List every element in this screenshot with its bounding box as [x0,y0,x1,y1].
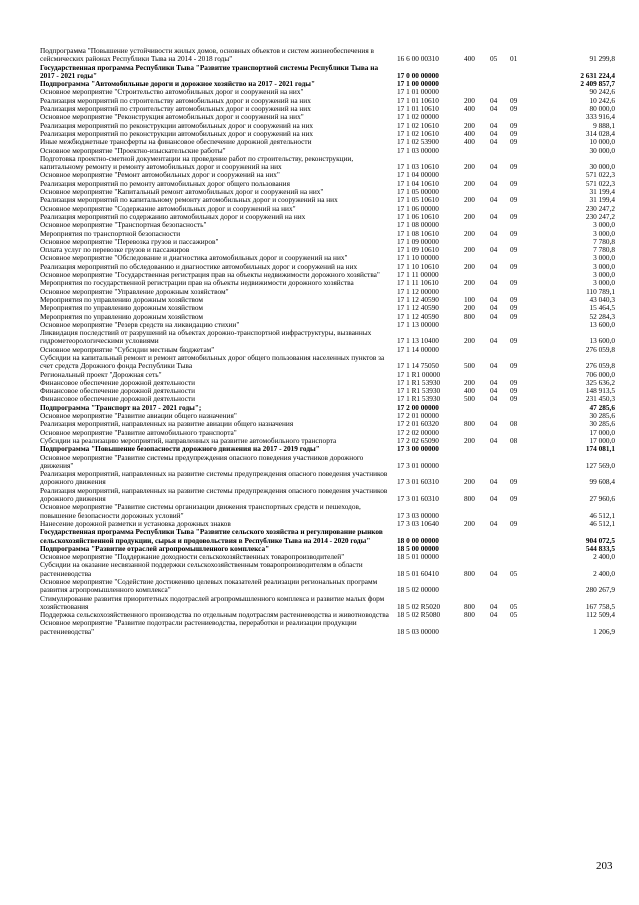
row-section: 04 [490,419,498,429]
row-name: Реализация мероприятий по строительству автомобильных дорог и сооружений на них [40,95,311,105]
row-target-article: 17 1 08 00000 [397,220,439,230]
row-expense-type: 800 [464,419,475,429]
row-name: Основное мероприятие "Перевозка грузов и пассажиров" [40,236,219,246]
row-expense-type: 200 [464,336,475,346]
row-section: 04 [490,394,498,404]
budget-table [40,47,615,636]
row-amount: 9 888,1 [593,120,615,130]
row-amount: 3 000,0 [593,261,615,271]
row-target-article: 18 5 01 60410 [397,568,439,578]
row-subsection: 09 [510,261,518,271]
row-section: 04 [490,162,498,172]
row-amount: 46 512,1 [589,518,615,528]
row-target-article: 17 1 13 00000 [397,319,439,329]
row-subsection: 09 [510,95,518,105]
row-section: 04 [490,568,498,578]
row-target-article: 17 1 08 10610 [397,228,439,238]
row-target-article: 18 5 02 R5020 [397,601,441,611]
row-amount: 2 400,0 [593,552,615,562]
row-amount: 99 608,4 [589,477,615,487]
row-target-article: 17 1 04 10610 [397,178,439,188]
row-target-article: 17 1 R1 53930 [397,377,441,387]
row-subsection: 09 [510,394,518,404]
table-row [40,329,615,346]
row-subsection: 09 [510,195,518,205]
row-section: 04 [490,294,498,304]
table-row [40,155,615,172]
row-target-article: 17 1 11 00000 [397,270,439,280]
row-name: Реализация мероприятий по реконструкции автомобильных дорог и сооружений на них [40,120,314,130]
row-expense-type: 200 [464,195,475,205]
row-subsection: 09 [510,104,518,114]
row-section: 04 [490,245,498,255]
row-amount: 7 780,8 [593,245,615,255]
row-target-article: 17 1 03 10610 [397,162,439,172]
row-target-article: 17 1 05 10610 [397,195,439,205]
row-subsection: 05 [510,568,518,578]
row-name: Мероприятия по управлению дорожным хозяйством [40,311,204,321]
row-amount: 280 267,9 [585,585,615,595]
row-section: 04 [490,303,498,313]
row-amount: 52 284,3 [589,311,615,321]
row-amount: 7 780,8 [593,236,615,246]
row-name: Реализация мероприятий по капитальному ремонту автомобильных дорог и сооружений на них [40,195,338,205]
row-subsection: 05 [510,601,518,611]
row-section: 04 [490,601,498,611]
row-name: Подготовка проектно-сметной документации на проведение работ по строительству, реконструкции, капитальному ремонту и ремонту автомобильных дорог и сооружений на них [40,153,354,172]
row-expense-type: 500 [464,394,475,404]
row-amount: 174 081,1 [585,444,615,454]
row-amount: 30 285,6 [589,411,615,421]
row-amount: 91 299,8 [589,54,615,64]
row-section: 04 [490,361,498,371]
row-amount: 314 028,4 [585,128,615,138]
row-amount: 3 000,0 [593,253,615,263]
row-target-article: 17 1 12 40590 [397,311,439,321]
row-name: Подпрограмма "Развитие отраслей агропромышленного комплекса" [40,543,270,553]
row-subsection: 09 [510,294,518,304]
row-subsection: 09 [510,178,518,188]
row-subsection: 09 [510,477,518,487]
row-amount: 90 242,6 [589,87,615,97]
row-section: 04 [490,137,498,147]
row-amount: 148 913,5 [585,386,615,396]
row-name: Реализация мероприятий, направленных на развитие авиации общего назначения [40,419,294,429]
row-amount: 80 000,0 [589,104,615,114]
row-section: 04 [490,104,498,114]
row-target-article: 17 1 06 00000 [397,203,439,213]
row-name: Основное мероприятие "Развитие авиации общего назначения" [40,411,237,421]
row-name: Финансовое обеспечение дорожной деятельности [40,377,196,387]
row-name: Основное мероприятие "Строительство автомобильных дорог и сооружений на них" [40,87,304,97]
row-target-article: 18 0 00 00000 [397,535,439,545]
row-target-article: 18 5 03 00000 [397,626,439,636]
row-name: Реализация мероприятий по обследованию и диагностике автомобильных дорог и сооружений на них [40,261,358,271]
row-amount: 13 600,0 [589,336,615,346]
row-expense-type: 200 [464,518,475,528]
row-section: 04 [490,336,498,346]
row-name: Основное мероприятие "Субсидии местным бюджетам" [40,344,215,354]
row-target-article: 18 5 01 00000 [397,552,439,562]
row-target-article: 17 1 02 00000 [397,112,439,122]
row-amount: 1 206,9 [593,626,615,636]
row-name: Мероприятия по управлению дорожным хозяйством [40,303,204,313]
row-subsection: 01 [510,54,518,64]
row-name: Поддержка сельскохозяйственного производства по отдельным подотраслям растениеводства и животноводства [40,610,389,620]
row-amount: 3 000,0 [593,220,615,230]
row-name: Подпрограмма "Автомобильные дороги и дорожное хозяйство на 2017 - 2021 годы" [40,79,316,89]
row-expense-type: 200 [464,477,475,487]
row-subsection: 08 [510,419,518,429]
table-row [40,354,615,371]
row-section: 04 [490,95,498,105]
row-amount: 571 022,3 [585,170,615,180]
row-target-article: 17 1 12 40590 [397,294,439,304]
row-subsection: 05 [510,610,518,620]
row-subsection: 08 [510,435,518,445]
row-amount: 3 000,0 [593,278,615,288]
row-amount: 110 789,1 [586,286,615,296]
row-section: 04 [490,128,498,138]
row-section: 04 [490,120,498,130]
row-subsection: 09 [510,303,518,313]
row-name: Нанесение дорожной разметки и установка дорожных знаков [40,518,231,528]
row-target-article: 17 1 09 00000 [397,236,439,246]
row-subsection: 09 [510,228,518,238]
row-target-article: 16 6 00 00310 [397,54,439,64]
row-target-article: 17 3 03 10640 [397,518,439,528]
row-section: 04 [490,278,498,288]
row-expense-type: 200 [464,245,475,255]
row-name: Основное мероприятие "Поддержание доходности сельскохозяйственных товаропроизводителей" [40,552,345,562]
row-expense-type: 200 [464,95,475,105]
row-target-article: 17 1 02 10610 [397,128,439,138]
row-amount: 13 600,0 [589,319,615,329]
row-subsection: 09 [510,137,518,147]
row-amount: 31 199,4 [589,195,615,205]
row-amount: 10 000,0 [589,137,615,147]
table-row [40,528,615,545]
row-name: Финансовое обеспечение дорожной деятельности [40,394,196,404]
row-name: Основное мероприятие "Резерв средств на ликвидацию стихии" [40,319,240,329]
row-target-article: 18 5 00 00000 [397,543,439,553]
row-name: Основное мероприятие "Развитие системы организации движения транспортных средств и пешеходов, повышение безопасности дорожных условий" [40,502,361,520]
row-target-article: 17 1 02 10610 [397,120,439,130]
row-amount: 31 199,4 [589,187,615,197]
row-target-article: 17 2 02 65090 [397,435,439,445]
row-expense-type: 200 [464,178,475,188]
row-expense-type: 200 [464,120,475,130]
row-subsection: 09 [510,245,518,255]
row-target-article: 17 1 R1 53930 [397,394,441,404]
row-name: Ликвидация последствий от разрушений на объектах дорожно-транспортной инфраструктуры, вызванных гидрометеорологическими условиями [40,328,372,346]
row-expense-type: 400 [464,104,475,114]
row-expense-type: 400 [464,137,475,147]
row-amount: 2 631 224,4 [580,70,615,80]
row-name: Мероприятия по государственной регистрации прав на объекты недвижимости дорожного хозяйства [40,278,354,288]
row-expense-type: 200 [464,261,475,271]
row-name: Основное мероприятие "Содержание автомобильных дорог и сооружений на них" [40,203,296,213]
row-amount: 27 960,6 [589,494,615,504]
row-target-article: 17 1 10 00000 [397,253,439,263]
row-amount: 17 000,0 [589,435,615,445]
row-name: Основное мероприятие "Содействие достижению целевых показателей реализации региональных программ развития агропромышленного комплекса" [40,577,378,595]
row-name: Основное мероприятие "Капитальный ремонт автомобильных дорог и сооружений на них" [40,187,324,197]
row-target-article: 17 1 R1 53930 [397,386,441,396]
row-expense-type: 800 [464,601,475,611]
row-name: Подпрограмма "Транспорт на 2017 - 2021 годы"; [40,402,202,412]
row-target-article: 17 1 04 00000 [397,170,439,180]
row-section: 04 [490,477,498,487]
row-amount: 230 247,2 [585,211,615,221]
row-expense-type: 200 [464,162,475,172]
row-name: Реализация мероприятий по содержанию автомобильных дорог и сооружений на них [40,211,306,221]
row-amount: 544 833,5 [585,543,615,553]
row-amount: 2 409 857,7 [580,79,615,89]
row-amount: 15 464,5 [589,303,615,313]
row-expense-type: 800 [464,494,475,504]
row-target-article: 17 1 05 00000 [397,187,439,197]
row-section: 04 [490,195,498,205]
row-amount: 231 450,3 [585,394,615,404]
row-name: Финансовое обеспечение дорожной деятельности [40,386,196,396]
row-target-article: 17 1 13 10400 [397,336,439,346]
row-expense-type: 100 [464,294,475,304]
row-subsection: 09 [510,494,518,504]
row-expense-type: 800 [464,311,475,321]
table-row [40,470,615,487]
row-expense-type: 200 [464,435,475,445]
row-name: Субсидии на реализацию мероприятий, направленных на развитие автомобильного транспорта [40,435,337,445]
row-target-article: 17 1 10 10610 [397,261,439,271]
row-expense-type: 400 [464,54,475,64]
row-expense-type: 800 [464,610,475,620]
row-target-article: 17 1 09 10610 [397,245,439,255]
table-row [40,454,615,471]
table-row [40,578,615,595]
row-name: Субсидии на капитальный ремонт и ремонт автомобильных дорог общего пользования населенных пунктов за счет средств Дорожного фонда Республики Тыва [40,352,385,371]
row-subsection: 09 [510,120,518,130]
row-amount: 30 000,0 [589,162,615,172]
row-expense-type: 200 [464,228,475,238]
row-amount: 43 040,3 [589,294,615,304]
row-target-article: 17 1 00 00000 [397,79,439,89]
row-amount: 17 000,0 [589,427,615,437]
row-name: Реализация мероприятий, направленных на развитие системы предупреждения опасного поведения участников дорожного движения [40,469,388,487]
row-target-article: 17 1 01 00000 [397,87,439,97]
row-target-article: 17 2 01 60320 [397,419,439,429]
row-amount: 333 916,4 [585,112,615,122]
row-amount: 2 400,0 [593,568,615,578]
row-section: 04 [490,518,498,528]
row-subsection: 09 [510,311,518,321]
row-target-article: 17 1 01 10610 [397,104,439,114]
row-target-article: 17 1 02 53900 [397,137,439,147]
row-subsection: 09 [510,361,518,371]
row-target-article: 17 3 01 60310 [397,494,439,504]
row-amount: 230 247,2 [585,203,615,213]
row-name: Государственная программа Республики Тыва "Развитие сельского хозяйства и регулирование рынков сельскохозяйственной продукции, сырья и продовольствия в Республике Тыва на 2014 - 2020 годы" [40,527,383,545]
table-row [40,64,615,81]
row-section: 05 [490,54,498,64]
row-name: Реализация мероприятий, направленных на развитие системы предупреждения опасного поведения участников дорожного движения [40,485,388,504]
row-name: Основное мероприятие "Транспортная безопасность" [40,220,207,230]
row-amount: 706 000,0 [585,369,615,379]
row-name: Субсидии на оказание несвязанной поддержки сельскохозяйственным товаропроизводителям в области растениеводства [40,560,363,578]
row-target-article: 17 2 01 00000 [397,411,439,421]
row-subsection: 09 [510,377,518,387]
row-name: Региональный проект "Дорожная сеть" [40,369,162,379]
row-section: 04 [490,386,498,396]
table-row [40,47,615,64]
row-section: 04 [490,178,498,188]
row-section: 04 [490,228,498,238]
row-target-article: 17 2 00 00000 [397,402,439,412]
row-expense-type: 200 [464,211,475,221]
row-name: Основное мероприятие "Развитие системы предупреждения опасного поведения участников дорожного движения" [40,452,364,470]
row-target-article: 17 1 01 10610 [397,95,439,105]
row-subsection: 09 [510,518,518,528]
row-name: Основное мероприятие "Обследование и диагностика автомобильных дорог и сооружений на них" [40,253,348,263]
row-target-article: 17 1 12 00000 [397,286,439,296]
row-section: 04 [490,377,498,387]
row-amount: 904 072,5 [585,535,615,545]
row-subsection: 09 [510,211,518,221]
row-section: 04 [490,311,498,321]
row-name: Реализация мероприятий по реконструкции автомобильных дорог и сооружений на них [40,128,314,138]
row-amount: 3 000,0 [593,228,615,238]
row-expense-type: 400 [464,128,475,138]
row-name: Основное мероприятие "Развитие подотрасли растениеводства, переработки и реализации продукции растениеводства" [40,618,357,636]
row-target-article: 17 2 02 00000 [397,427,439,437]
row-expense-type: 800 [464,568,475,578]
row-target-article: 17 1 12 40590 [397,303,439,313]
row-name: Основное мероприятие "Реконструкция автомобильных дорог и сооружений на них" [40,112,304,122]
row-expense-type: 200 [464,377,475,387]
table-row [40,487,615,504]
row-name: Стимулирование развития приоритетных подотраслей агропромышленного комплекса и развитие малых форм хозяйствования [40,593,385,611]
row-name: Основное мероприятие "Управление дорожным хозяйством" [40,286,229,296]
row-target-article: 17 3 00 00000 [397,444,439,454]
row-amount: 325 636,2 [585,377,615,387]
row-amount: 46 512,1 [589,510,615,520]
table-row [40,503,615,520]
row-name: Основное мероприятие "Ремонт автомобильных дорог и сооружений на них" [40,170,280,180]
row-section: 04 [490,435,498,445]
row-name: Реализация мероприятий по ремонту автомобильных дорог общего пользования [40,178,290,188]
row-subsection: 09 [510,336,518,346]
row-section: 04 [490,261,498,271]
row-amount: 30 285,6 [589,419,615,429]
row-target-article: 17 1 14 75050 [397,361,439,371]
row-name: Подпрограмма "Повышение устойчивости жилых домов, основных объектов и систем жизнеобеспечения в сейсмических районах Республики Тыва на 2014 - 2018 годы" [40,46,374,64]
row-expense-type: 200 [464,303,475,313]
row-expense-type: 500 [464,361,475,371]
row-amount: 276 059,8 [585,344,615,354]
row-target-article: 17 1 11 10610 [397,278,439,288]
row-amount: 127 569,0 [585,460,615,470]
row-name: Мероприятия по управлению дорожным хозяйством [40,294,204,304]
row-subsection: 09 [510,162,518,172]
row-name: Основное мероприятие "Государственная регистрация прав на объекты недвижимости дорожного хозяйства" [40,270,380,280]
row-amount: 3 000,0 [593,270,615,280]
row-section: 04 [490,610,498,620]
row-name: Иные межбюджетные трансферты на финансовое обеспечение дорожной деятельности [40,137,312,147]
row-name: Государственная программа Республики Тыва "Развитие транспортной системы Республики Тыва на 2017 - 2021 годы" [40,62,379,80]
row-name: Основное мероприятие "Развитие автомобильного транспорта" [40,427,237,437]
row-name: Основное мероприятие "Проектно-изыскательские работы" [40,145,226,155]
row-subsection: 09 [510,386,518,396]
row-amount: 112 509,4 [586,610,615,620]
row-target-article: 18 5 02 00000 [397,585,439,595]
row-target-article: 17 3 01 00000 [397,460,439,470]
row-name: Оплата услуг по перевозке грузов и пассажиров [40,245,190,255]
row-target-article: 18 5 02 R5080 [397,610,441,620]
page-number: 203 [596,860,613,872]
row-expense-type: 200 [464,278,475,288]
table-row [40,561,615,578]
row-target-article: 17 3 01 60310 [397,477,439,487]
row-target-article: 17 1 03 00000 [397,145,439,155]
table-row [40,619,615,636]
row-subsection: 09 [510,128,518,138]
row-target-article: 17 3 03 00000 [397,510,439,520]
row-name: Мероприятия по транспортной безопасности [40,228,181,238]
row-target-article: 17 1 14 00000 [397,344,439,354]
row-amount: 30 000,0 [589,145,615,155]
row-target-article: 17 1 R1 00000 [397,369,441,379]
table-row [40,595,615,612]
row-section: 04 [490,211,498,221]
row-name: Подпрограмма "Повышение безопасности дорожного движения на 2017 - 2019 годы" [40,444,320,454]
row-amount: 10 242,6 [589,95,615,105]
row-amount: 47 285,6 [589,402,615,412]
row-amount: 571 022,3 [585,178,615,188]
row-subsection: 09 [510,278,518,288]
row-expense-type: 400 [464,386,475,396]
row-target-article: 17 1 06 10610 [397,211,439,221]
row-amount: 167 758,5 [585,601,615,611]
row-section: 04 [490,494,498,504]
row-amount: 276 059,8 [585,361,615,371]
row-name: Реализация мероприятий по строительству автомобильных дорог и сооружений на них [40,104,311,114]
row-target-article: 17 0 00 00000 [397,70,439,80]
